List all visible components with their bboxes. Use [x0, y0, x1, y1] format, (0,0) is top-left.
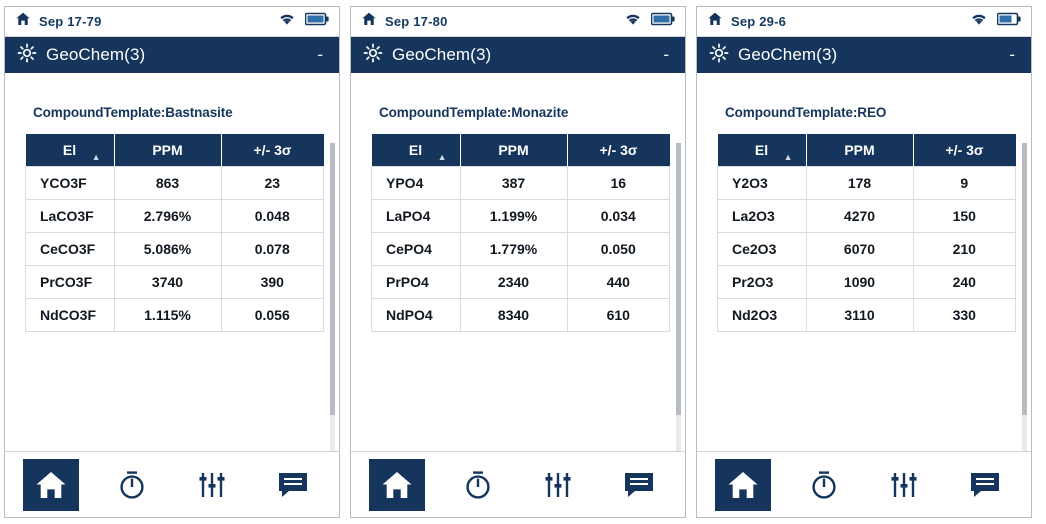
cell-element: CeCO3F [26, 233, 115, 266]
vertical-scrollbar[interactable] [1022, 143, 1027, 451]
cell-error: 390 [221, 266, 324, 299]
gear-icon[interactable] [17, 43, 37, 68]
nav-settings-sliders-button[interactable] [876, 459, 932, 511]
device-panel-2 [350, 6, 686, 518]
table-row[interactable] [372, 299, 670, 332]
table-row[interactable] [718, 200, 1016, 233]
column-header-element[interactable] [372, 134, 461, 167]
results-table [717, 134, 1016, 332]
compound-template-label: CompoundTemplate:Bastnasite [33, 105, 233, 120]
column-header-ppm[interactable]: PPM [806, 134, 913, 167]
cell-error: 0.034 [567, 200, 670, 233]
cell-ppm: 3110 [806, 299, 913, 332]
home-icon [15, 11, 31, 32]
nav-timer-button[interactable] [104, 459, 160, 511]
chevron-up-icon: ▲ [91, 152, 101, 162]
wifi-icon [278, 12, 296, 31]
cell-element: CePO4 [372, 233, 461, 266]
nav-report-button[interactable] [957, 459, 1013, 511]
status-bar [351, 7, 685, 37]
battery-icon [997, 12, 1021, 31]
compound-template-label: CompoundTemplate:REO [725, 105, 887, 120]
cell-ppm: 6070 [806, 233, 913, 266]
status-left-group [361, 11, 448, 32]
column-header-ppm[interactable]: PPM [460, 134, 567, 167]
cell-error: 0.050 [567, 233, 670, 266]
cell-error: 210 [913, 233, 1016, 266]
cell-element: LaCO3F [26, 200, 115, 233]
cell-error: 150 [913, 200, 1016, 233]
cell-ppm: 1.115% [114, 299, 221, 332]
table-row[interactable] [718, 167, 1016, 200]
cell-error: 16 [567, 167, 670, 200]
cell-ppm: 2.796% [114, 200, 221, 233]
cell-ppm: 1090 [806, 266, 913, 299]
wifi-icon [970, 12, 988, 31]
cell-error: 9 [913, 167, 1016, 200]
cell-error: 440 [567, 266, 670, 299]
table-row[interactable] [26, 299, 324, 332]
wifi-icon [624, 12, 642, 31]
cell-element: LaPO4 [372, 200, 461, 233]
cell-element: YPO4 [372, 167, 461, 200]
column-header-ppm[interactable]: PPM [114, 134, 221, 167]
table-row[interactable] [718, 233, 1016, 266]
home-icon [361, 11, 377, 32]
column-header-element-label: El [62, 142, 77, 158]
cell-element: PrCO3F [26, 266, 115, 299]
column-header-element-label: El [408, 142, 423, 158]
results-table [371, 134, 670, 332]
cell-ppm: 2340 [460, 266, 567, 299]
cell-element: La2O3 [718, 200, 807, 233]
status-left-group [707, 11, 786, 32]
cell-error: 0.078 [221, 233, 324, 266]
nav-settings-sliders-button[interactable] [530, 459, 586, 511]
battery-icon [651, 12, 675, 31]
content-area [697, 73, 1031, 451]
nav-home-button[interactable] [715, 459, 771, 511]
status-right-group [278, 12, 329, 31]
title-right-label: - [1009, 45, 1015, 64]
vertical-scrollbar[interactable] [330, 143, 335, 451]
table-row[interactable] [372, 233, 670, 266]
nav-report-button[interactable] [265, 459, 321, 511]
bottom-nav-bar [5, 451, 339, 517]
status-left-group [15, 11, 102, 32]
status-bar [5, 7, 339, 37]
cell-ppm: 3740 [114, 266, 221, 299]
chevron-up-icon: ▲ [783, 152, 793, 162]
bottom-nav-bar [351, 451, 685, 517]
scrollbar-thumb[interactable] [676, 143, 681, 415]
cell-element: Pr2O3 [718, 266, 807, 299]
column-header-error[interactable]: +/- 3σ [567, 134, 670, 167]
title-right-label: - [317, 45, 323, 64]
nav-timer-button[interactable] [450, 459, 506, 511]
table-header-row [372, 134, 670, 167]
bottom-nav-bar [697, 451, 1031, 517]
cell-ppm: 5.086% [114, 233, 221, 266]
chevron-up-icon: ▲ [437, 152, 447, 162]
cell-element: Y2O3 [718, 167, 807, 200]
column-header-error[interactable]: +/- 3σ [221, 134, 324, 167]
cell-ppm: 8340 [460, 299, 567, 332]
cell-ppm: 178 [806, 167, 913, 200]
device-panel-3 [696, 6, 1032, 518]
cell-element: YCO3F [26, 167, 115, 200]
cell-element: NdPO4 [372, 299, 461, 332]
compound-template-label: CompoundTemplate:Monazite [379, 105, 569, 120]
status-right-group [624, 12, 675, 31]
page-title: GeoChem(3) [46, 45, 146, 64]
nav-home-button[interactable] [23, 459, 79, 511]
table-row[interactable] [718, 299, 1016, 332]
cell-element: Nd2O3 [718, 299, 807, 332]
status-date: Sep 17-79 [39, 14, 102, 29]
gear-icon[interactable] [363, 43, 383, 68]
nav-settings-sliders-button[interactable] [184, 459, 240, 511]
status-date: Sep 29-6 [731, 14, 787, 29]
title-right-label: - [663, 45, 669, 64]
table-row[interactable] [372, 167, 670, 200]
table-row[interactable] [26, 233, 324, 266]
scrollbar-thumb[interactable] [1022, 143, 1027, 415]
gear-icon[interactable] [709, 43, 729, 68]
table-header-row [718, 134, 1016, 167]
content-area [5, 73, 339, 451]
status-date: Sep 17-80 [385, 14, 448, 29]
app-title-bar [697, 37, 1031, 73]
results-table [25, 134, 324, 332]
column-header-element[interactable] [26, 134, 115, 167]
cell-error: 610 [567, 299, 670, 332]
page-title: GeoChem(3) [392, 45, 492, 64]
battery-icon [305, 12, 329, 31]
status-right-group [970, 12, 1021, 31]
home-icon [707, 11, 723, 32]
cell-ppm: 1.199% [460, 200, 567, 233]
column-header-element-label: El [754, 142, 769, 158]
table-row[interactable] [26, 167, 324, 200]
table-row[interactable] [26, 266, 324, 299]
nav-report-button[interactable] [611, 459, 667, 511]
cell-error: 240 [913, 266, 1016, 299]
nav-home-button[interactable] [369, 459, 425, 511]
device-panel-1 [4, 6, 340, 518]
scrollbar-thumb[interactable] [330, 143, 335, 415]
nav-timer-button[interactable] [796, 459, 852, 511]
table-row[interactable] [372, 200, 670, 233]
column-header-element[interactable] [718, 134, 807, 167]
table-row[interactable] [718, 266, 1016, 299]
cell-element: Ce2O3 [718, 233, 807, 266]
cell-ppm: 387 [460, 167, 567, 200]
cell-element: NdCO3F [26, 299, 115, 332]
cell-error: 0.048 [221, 200, 324, 233]
cell-ppm: 1.779% [460, 233, 567, 266]
status-bar [697, 7, 1031, 37]
content-area [351, 73, 685, 451]
app-title-bar [5, 37, 339, 73]
vertical-scrollbar[interactable] [676, 143, 681, 451]
cell-ppm: 863 [114, 167, 221, 200]
column-header-error[interactable]: +/- 3σ [913, 134, 1016, 167]
app-title-bar [351, 37, 685, 73]
table-header-row [26, 134, 324, 167]
cell-error: 330 [913, 299, 1016, 332]
cell-element: PrPO4 [372, 266, 461, 299]
cell-error: 23 [221, 167, 324, 200]
cell-ppm: 4270 [806, 200, 913, 233]
cell-error: 0.056 [221, 299, 324, 332]
table-row[interactable] [26, 200, 324, 233]
page-title: GeoChem(3) [738, 45, 838, 64]
table-row[interactable] [372, 266, 670, 299]
